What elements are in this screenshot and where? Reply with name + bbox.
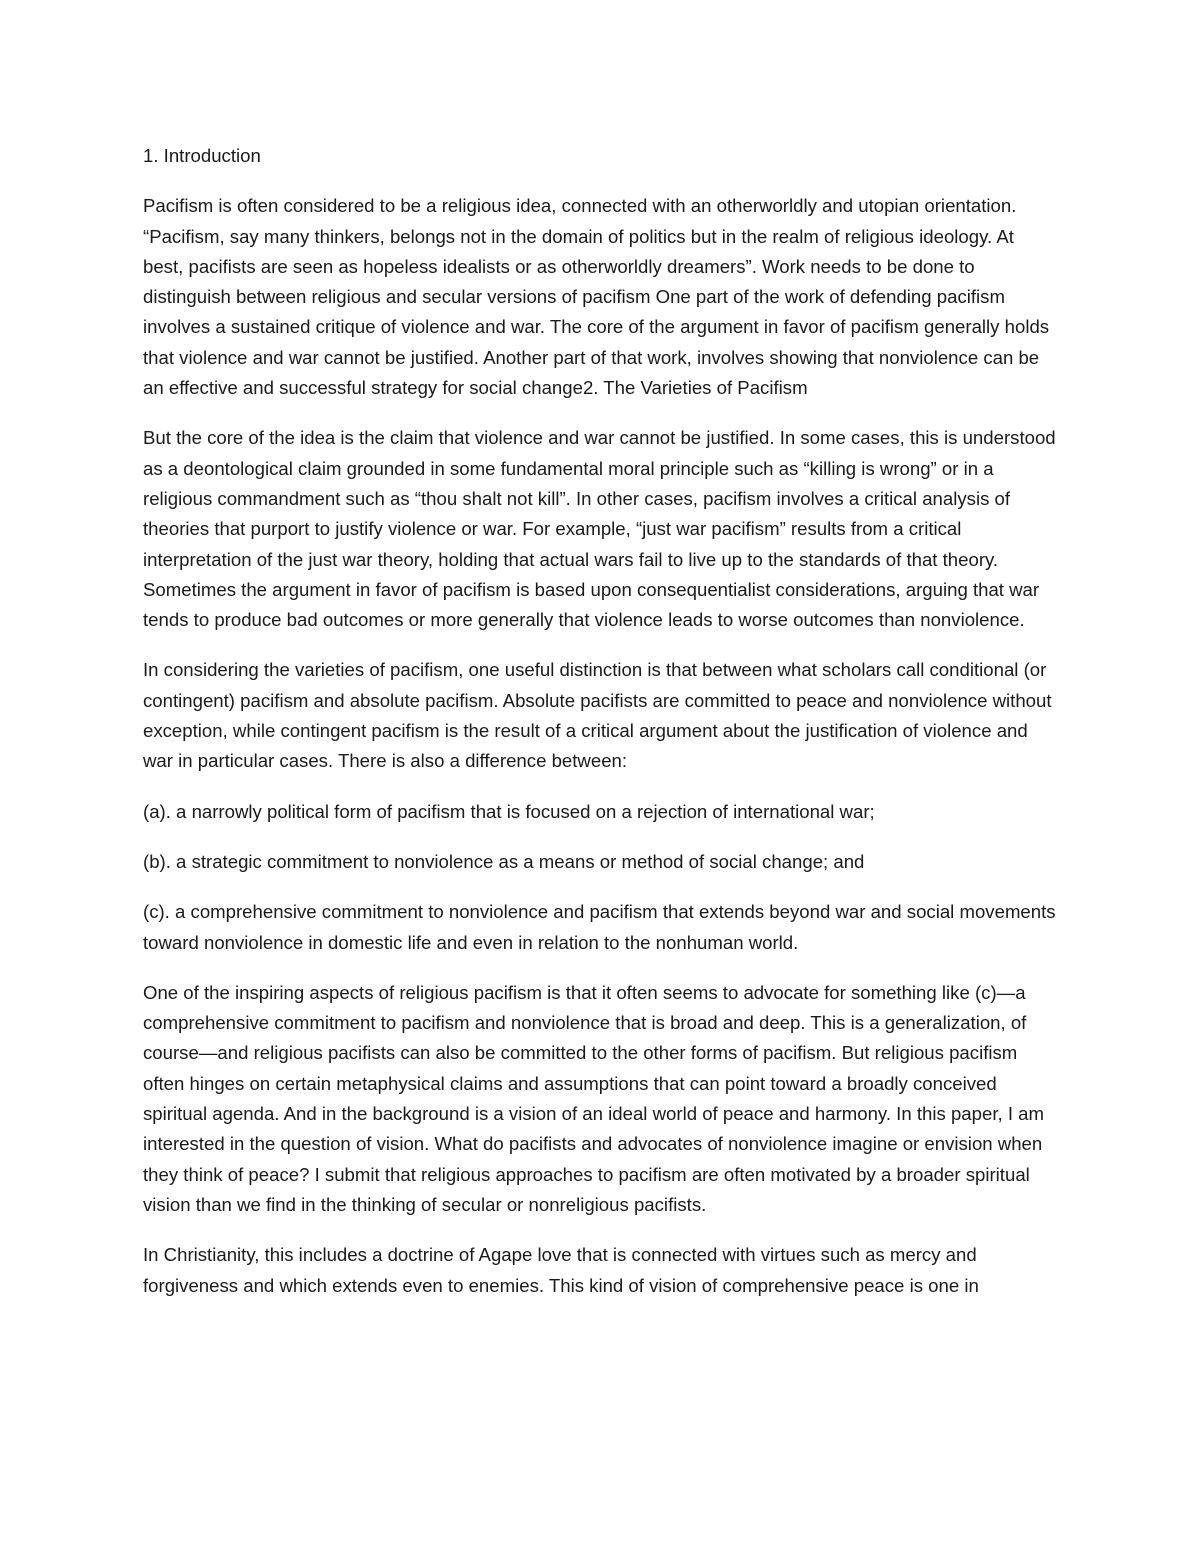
paragraph-religious-pacifism: One of the inspiring aspects of religious pacifism is that it often seems to advocate for something like (c)—a comprehensive commitment to pacifism and nonviolence that is broad and deep. This is a generalization, of course—and religious pacifists can also be committed to the other forms of pacifism. But religious pacifism often hinges on certain metaphysical claims and assumptions that can point toward a broadly conceived spiritual agenda. And in the background is a vision of an ideal world of peace and harmony. In this paper, I am interested in the question of vision. What do pacifists and advocates of nonviolence imagine or envision when they think of peace? I submit that religious approaches to pacifism are often motivated by a broader spiritual vision than we find in the thinking of secular or nonreligious pacifists.: [143, 981, 1044, 1215]
list-item-a: (a). a narrowly political form of pacifism that is focused on a rejection of international war;: [143, 800, 875, 822]
paragraph-christianity: In Christianity, this includes a doctrine of Agape love that is connected with virtues such as mercy and forgiveness and which extends even to enemies. This kind of vision of comprehensive peace is one in: [143, 1244, 979, 1296]
paragraph-core-idea: But the core of the idea is the claim that violence and war cannot be justified. In some cases, this is understood as a deontological claim grounded in some fundamental moral principle such as “killing is wrong” or in a religious commandment such as “thou shalt not kill”. In other cases, pacifism involves a critical analysis of theories that purport to justify violence or war. For example, “just war pacifism” results from a critical interpretation of the just war theory, holding that actual wars fail to live up to the standards of that theory. Sometimes the argument in favor of pacifism is based upon consequentialist considerations, arguing that war tends to produce bad outcomes or more generally that violence leads to worse outcomes than nonviolence.: [143, 427, 1056, 631]
document-body: [143, 141, 1059, 1321]
section-heading: 1. Introduction: [143, 145, 261, 166]
paragraph-varieties: In considering the varieties of pacifism, one useful distinction is that between what scholars call conditional (or contingent) pacifism and absolute pacifism. Absolute pacifists are committed to peace and nonviolence without exception, while contingent pacifism is the result of a critical argument about the justification of violence and war in particular cases. There is also a difference between:: [143, 659, 1052, 772]
list-item-b: (b). a strategic commitment to nonviolence as a means or method of social change; and: [143, 850, 865, 872]
list-item-c: (c). a comprehensive commitment to nonviolence and pacifism that extends beyond war and social movements toward nonviolence in domestic life and even in relation to the nonhuman world.: [143, 901, 1056, 953]
paragraph-intro: Pacifism is often considered to be a religious idea, connected with an otherworldly and utopian orientation. “Pacifism, say many thinkers, belongs not in the domain of politics but in the realm of religious ideology. At best, pacifists are seen as hopeless idealists or as otherworldly dreamers”. Work needs to be done to distinguish between religious and secular versions of pacifism One part of the work of defending pacifism involves a sustained critique of violence and war. The core of the argument in favor of pacifism generally holds that violence and war cannot be justified. Another part of that work, involves showing that nonviolence can be an effective and successful strategy for social change2. The Varieties of Pacifism: [143, 195, 1050, 399]
